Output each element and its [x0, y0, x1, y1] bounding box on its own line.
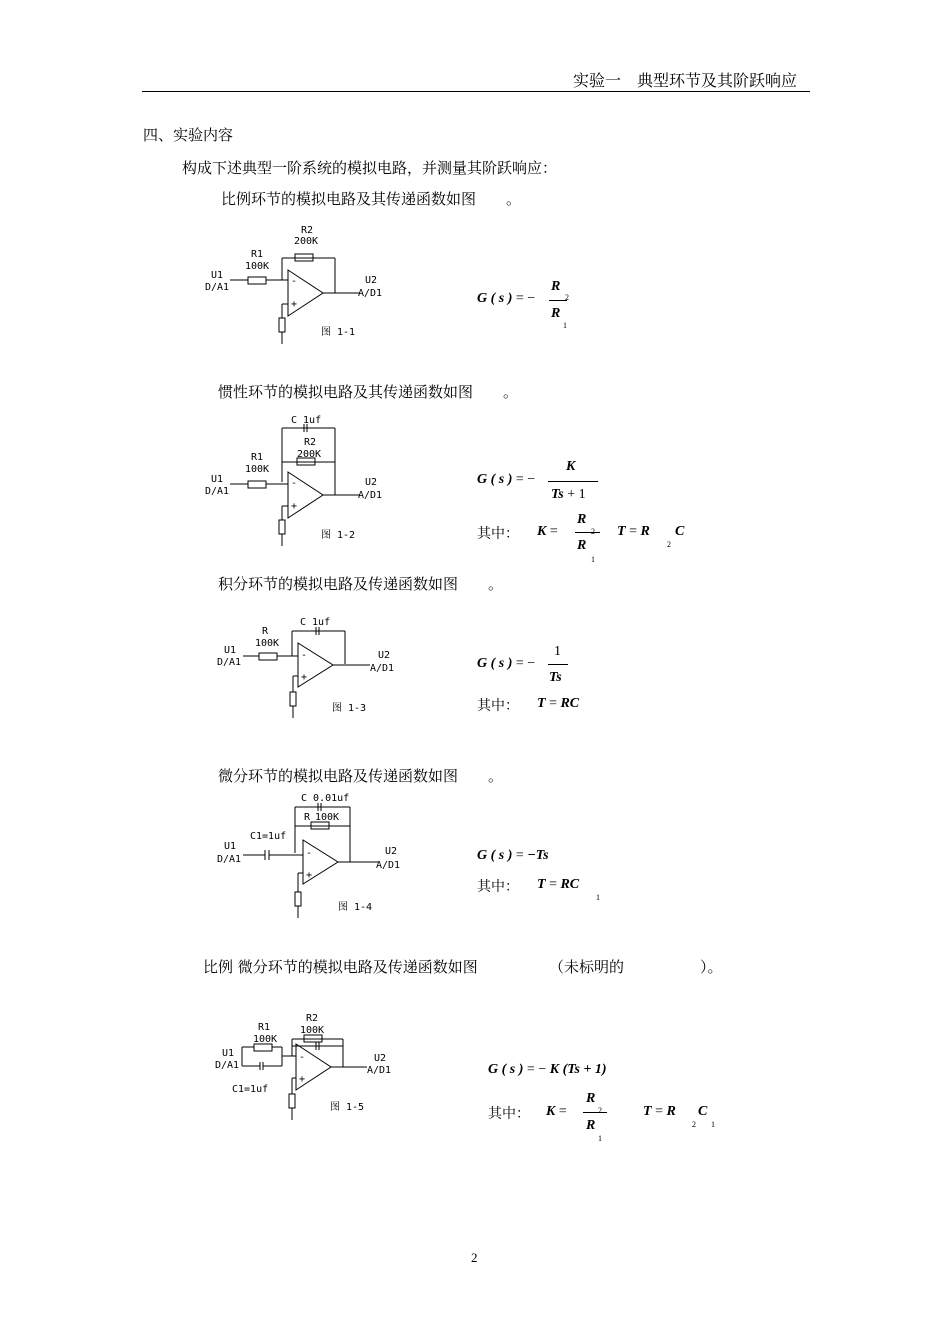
minus-sign: -: [306, 848, 313, 859]
circuit-diagram-5: [210, 1010, 410, 1125]
formula-2-t: T = R: [617, 524, 650, 539]
plus-sign: +: [306, 870, 313, 881]
r1-label: R1: [251, 249, 264, 260]
u1-label: U1: [211, 270, 224, 281]
circuit-diagram-4: [210, 790, 420, 920]
input-label: D/A1: [205, 282, 230, 293]
plus-sign: +: [291, 299, 298, 310]
formula-2-k-den: R: [577, 538, 587, 553]
caption-5c: ）。: [700, 958, 723, 976]
minus-sign: -: [291, 276, 298, 287]
formula-5-t-c-sub: 1: [711, 1120, 715, 1129]
r1-value: 100K: [245, 261, 270, 272]
circuit-diagram-1: [200, 222, 400, 350]
formula-5-k-den: R: [586, 1118, 596, 1133]
formula-3-t: T = RC: [537, 696, 580, 711]
running-header: 实验一 典型环节及其阶跃响应: [573, 71, 798, 90]
formula-5-k: K =: [546, 1104, 567, 1119]
formula-2-k: K =: [537, 524, 558, 539]
caption-4: 微分环节的模拟电路及传递函数如图 。: [218, 767, 504, 785]
formula-4-t-sub: 1: [596, 893, 600, 902]
formula-2-where: 其中：: [477, 526, 519, 542]
formula-2-lhs: G ( s ) = −: [477, 472, 536, 487]
c-label: C 1uf: [291, 415, 322, 426]
formula-3-den: Ts: [549, 670, 562, 685]
formula-1-lhs: G ( s ) = −: [477, 291, 536, 306]
r2-value: 200K: [294, 236, 319, 247]
u2-label: U2: [385, 846, 398, 857]
figure-label: 图 1-1: [321, 327, 356, 338]
r-label: R: [262, 626, 269, 637]
output-label: A/D1: [370, 663, 395, 674]
circuit-diagram-2: [200, 410, 400, 550]
formula-2-k-num: R: [577, 512, 587, 527]
r2-label: R2: [306, 1013, 319, 1024]
r2-value: 200K: [297, 449, 322, 460]
r1-value: 100K: [253, 1034, 278, 1045]
formula-1-num: R: [551, 279, 561, 294]
caption-5b: （未标明的: [549, 958, 625, 976]
r-label: R: [304, 812, 311, 823]
r2-label: R2: [304, 437, 317, 448]
plus-sign: +: [301, 672, 308, 683]
circuit-diagram-3: [210, 614, 410, 724]
u2-label: U2: [374, 1053, 387, 1064]
formula-1-num-sub: 2: [565, 293, 569, 302]
header-rule: [142, 91, 810, 92]
figure-label: 图 1-4: [338, 902, 373, 913]
u1-label: U1: [211, 474, 224, 485]
formula-2-k-num-sub: 2: [591, 527, 595, 536]
formula-2-num: K: [566, 459, 576, 474]
plus-sign: +: [291, 501, 298, 512]
formula-5-t: T = R: [643, 1104, 676, 1119]
input-label: D/A1: [215, 1060, 240, 1071]
u2-label: U2: [365, 275, 378, 286]
formula-5-where: 其中：: [488, 1106, 530, 1122]
c1-label: C1=1uf: [250, 831, 287, 842]
formula-2-den: Ts + 1: [551, 487, 586, 502]
formula-1-den-sub: 1: [563, 321, 567, 330]
figure-label: 图 1-3: [332, 703, 367, 714]
r1-value: 100K: [245, 464, 270, 475]
caption-5a: 比例 微分环节的模拟电路及传递函数如图: [203, 958, 478, 976]
u1-label: U1: [224, 645, 237, 656]
r2-value: 100K: [300, 1025, 325, 1036]
input-label: D/A1: [217, 657, 242, 668]
page-number: 2: [471, 1250, 478, 1265]
section-intro: 构成下述典型一阶系统的模拟电路，并测量其阶跃响应：: [182, 159, 558, 177]
formula-2-t-c: C: [675, 524, 685, 539]
formula-5-k-num-sub: 2: [598, 1106, 602, 1115]
formula-5-t-r-sub: 2: [692, 1120, 696, 1129]
formula-2-fraction-bar: [548, 481, 598, 482]
formula-3-lhs: G ( s ) = −: [477, 656, 536, 671]
formula-5-k-fraction-bar: [583, 1112, 607, 1113]
c-label: C 0.01uf: [301, 793, 350, 804]
formula-5-k-den-sub: 1: [598, 1134, 602, 1143]
input-label: D/A1: [217, 854, 242, 865]
formula-4-t: T = RC: [537, 877, 580, 892]
r2-label: R2: [301, 225, 314, 236]
caption-1: 比例环节的模拟电路及其传递函数如图 。: [221, 190, 522, 208]
formula-5-lhs: G ( s ) = − K (Ts + 1): [488, 1062, 607, 1077]
r1-label: R1: [251, 452, 264, 463]
plus-sign: +: [299, 1074, 306, 1085]
formula-1-fraction-bar: [549, 300, 567, 301]
c1-label: C1=1uf: [232, 1084, 269, 1095]
output-label: A/D1: [358, 288, 383, 299]
formula-2-k-den-sub: 1: [591, 555, 595, 564]
formula-3-fraction-bar: [548, 664, 568, 665]
minus-sign: -: [299, 1052, 306, 1063]
u2-label: U2: [365, 477, 378, 488]
section-heading: 四、实验内容: [143, 126, 234, 144]
minus-sign: -: [291, 478, 298, 489]
formula-5-k-num: R: [586, 1091, 596, 1106]
formula-4-lhs: G ( s ) = −Ts: [477, 848, 549, 863]
formula-2-t-r-sub: 2: [667, 540, 671, 549]
u1-label: U1: [222, 1048, 235, 1059]
r1-label: R1: [258, 1022, 271, 1033]
formula-5-t-c: C: [698, 1104, 708, 1119]
u2-label: U2: [378, 650, 391, 661]
r-value: 100K: [255, 638, 280, 649]
caption-3: 积分环节的模拟电路及传递函数如图 。: [218, 575, 504, 593]
formula-3-num: 1: [554, 644, 561, 659]
caption-2: 惯性环节的模拟电路及其传递函数如图 。: [218, 383, 519, 401]
u1-label: U1: [224, 841, 237, 852]
formula-2-k-fraction-bar: [575, 532, 600, 533]
formula-3-where: 其中：: [477, 698, 519, 714]
formula-4-where: 其中：: [477, 879, 519, 895]
c-label: C 1uf: [300, 617, 331, 628]
output-label: A/D1: [367, 1065, 392, 1076]
output-label: A/D1: [358, 490, 383, 501]
minus-sign: -: [301, 650, 308, 661]
figure-label: 图 1-5: [330, 1102, 365, 1113]
figure-label: 图 1-2: [321, 530, 356, 541]
r-value: 100K: [315, 812, 340, 823]
formula-1-den: R: [551, 306, 561, 321]
input-label: D/A1: [205, 486, 230, 497]
output-label: A/D1: [376, 860, 401, 871]
